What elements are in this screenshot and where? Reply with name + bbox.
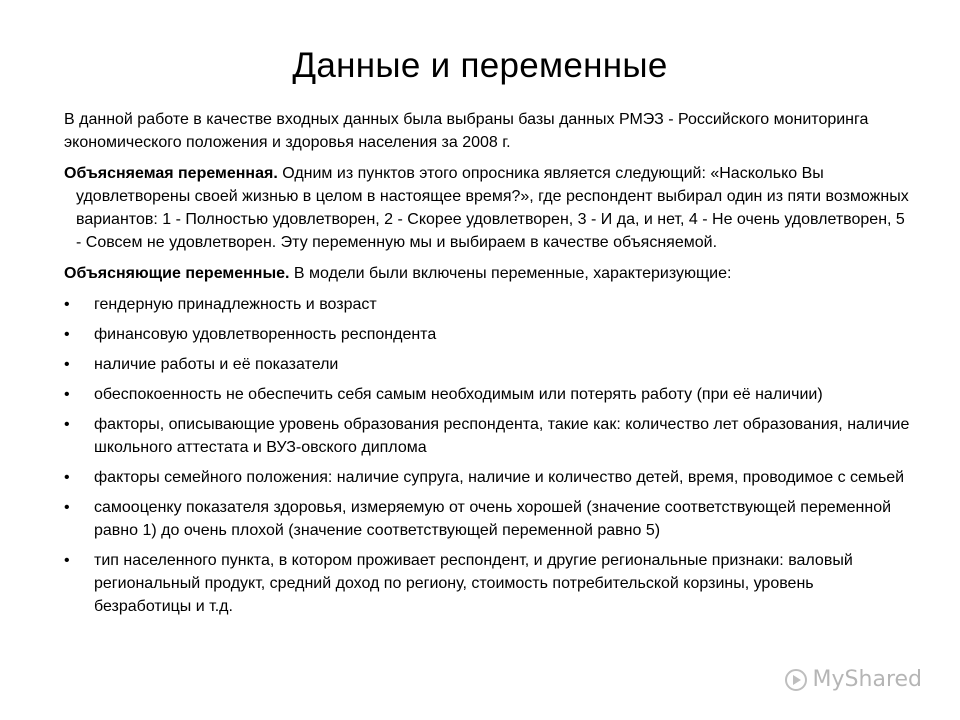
list-item	[64, 323, 914, 346]
list-item-text: гендерную принадлежность и возраст	[94, 296, 377, 313]
dependent-variable-paragraph	[64, 162, 914, 254]
list-item	[64, 293, 914, 316]
independent-variables-lead: Объясняющие переменные.	[64, 265, 290, 282]
bullet-icon: •	[64, 416, 70, 433]
list-item	[64, 413, 914, 459]
list-item	[64, 496, 914, 542]
list-item-text: тип населенного пункта, в котором проживает респондент, и другие региональные признаки: валовый региональный продукт, средний доход по региону, стоимость потребительской корзины, уровень безработицы и т.д.	[94, 552, 853, 615]
list-item-text: наличие работы и её показатели	[94, 356, 339, 373]
myshared-logo-icon	[785, 669, 807, 691]
list-item-text: факторы семейного положения: наличие супруга, наличие и количество детей, время, проводимое с семьей	[94, 469, 905, 486]
bullet-icon: •	[64, 499, 70, 516]
dependent-variable-text: Одним из пунктов этого опросника является следующий: «Насколько Вы удовлетворены своей жизнью в целом в настоящее время?», где респондент выбирал один из пяти возможных вариантов: 1 - Полностью удовлетворен, 2 - Скорее удовлетворен, 3 - И да, и нет, 4 - Не очень удовлетворен, 5 - Совсем не удовлетворен. Эту переменную мы и выбираем в качестве объясняемой.	[76, 165, 909, 251]
bullet-icon: •	[64, 326, 70, 343]
list-item-text: финансовую удовлетворенность респондента	[94, 326, 437, 343]
independent-variables-text: В модели были включены переменные, характеризующие:	[289, 265, 732, 282]
slide-title: Данные и переменные	[292, 46, 668, 85]
watermark-text: MyShared	[812, 667, 922, 692]
list-item-text: самооценку показателя здоровья, измеряемую от очень хорошей (значение соответствующей переменной равно 1) до очень плохой (значение соответствующей переменной равно 5)	[94, 499, 892, 539]
bullet-icon: •	[64, 552, 70, 569]
intro-paragraph: В данной работе в качестве входных данных была выбраны базы данных РМЭЗ - Российского мониторинга экономического положения и здоровья населения за 2008 г.	[64, 111, 869, 151]
bullet-icon: •	[64, 296, 70, 313]
slide-content	[64, 108, 914, 625]
list-item-text: факторы, описывающие уровень образования респондента, такие как: количество лет образования, наличие школьного аттестата и ВУЗ-овского диплома	[94, 416, 910, 456]
list-item	[64, 383, 914, 406]
variables-list	[64, 293, 914, 618]
bullet-icon: •	[64, 356, 70, 373]
dependent-variable-lead: Объясняемая переменная.	[64, 165, 278, 182]
watermark	[785, 667, 922, 692]
independent-variables-paragraph	[64, 262, 914, 285]
list-item	[64, 353, 914, 376]
list-item	[64, 549, 914, 618]
bullet-icon: •	[64, 469, 70, 486]
list-item	[64, 466, 914, 489]
bullet-icon: •	[64, 386, 70, 403]
list-item-text: обеспокоенность не обеспечить себя самым необходимым или потерять работу (при её наличии)	[94, 386, 823, 403]
